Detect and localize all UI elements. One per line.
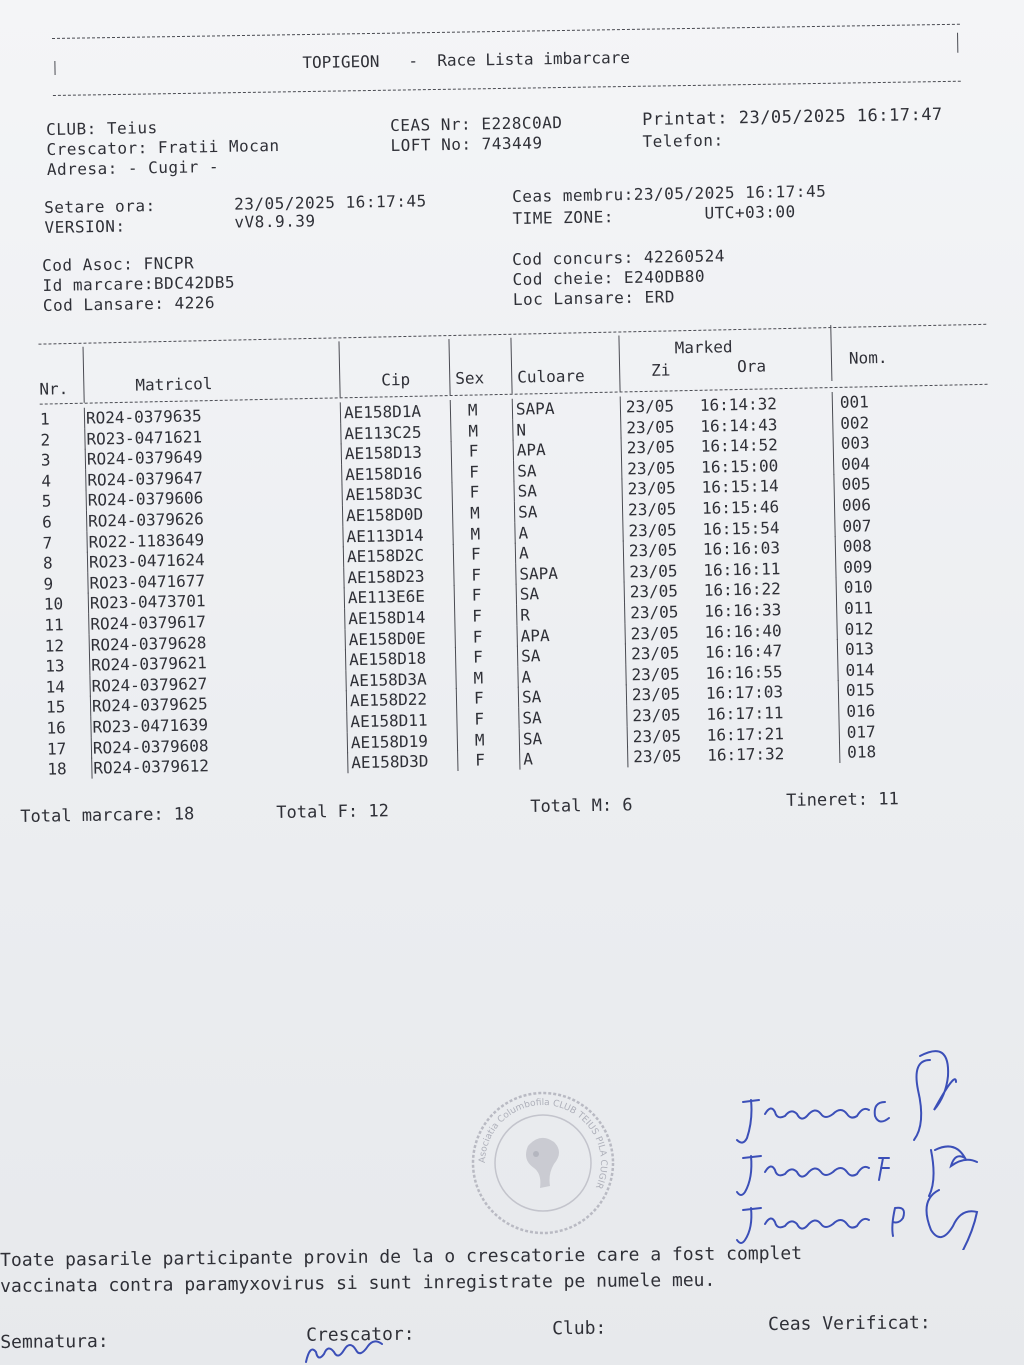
cell-nr: 7 xyxy=(42,533,53,553)
cell-cip: AE158D11 xyxy=(350,710,428,732)
ceas-membru-line: Ceas membru:23/05/2025 16:17:45 xyxy=(512,181,827,206)
col-divider xyxy=(342,505,343,526)
cell-culoare: APA xyxy=(516,440,546,460)
col-divider xyxy=(835,557,836,578)
col-divider xyxy=(833,454,834,475)
cell-sex: M xyxy=(470,524,481,544)
cell-nom: 017 xyxy=(846,721,876,742)
cell-cip: AE158D18 xyxy=(348,648,427,670)
col-divider xyxy=(833,474,834,495)
cell-ora: 16:15:14 xyxy=(701,476,779,498)
telefon-line: Telefon: xyxy=(642,130,724,151)
col-header-zi: Zi xyxy=(650,360,671,380)
col-divider xyxy=(623,561,624,582)
total-marcare: Total marcare: 18 xyxy=(20,804,195,827)
col-divider xyxy=(510,338,512,394)
club-stamp xyxy=(468,1088,618,1238)
col-divider xyxy=(451,462,452,483)
col-header-nom: Nom. xyxy=(848,347,888,368)
col-divider xyxy=(454,585,455,606)
cell-ora: 16:14:52 xyxy=(700,435,779,456)
cell-sex: M xyxy=(467,400,478,420)
col-divider xyxy=(836,598,837,619)
declaration-line-2: vaccinata contra paramyxovirus si sunt inregistrate pe numele meu. xyxy=(0,1269,716,1297)
ceas-nr-line: CEAS Nr: E228C0AD xyxy=(390,112,563,135)
col-divider xyxy=(620,396,621,417)
cell-nr: 14 xyxy=(45,676,66,697)
adresa-line: Adresa: - Cugir - xyxy=(46,156,220,179)
col-divider xyxy=(839,722,840,743)
cell-sex: F xyxy=(472,606,483,626)
col-divider xyxy=(833,433,834,454)
cell-nom: 016 xyxy=(846,701,876,721)
cell-culoare: A xyxy=(518,543,529,563)
col-divider xyxy=(518,687,519,708)
cell-nr: 12 xyxy=(44,635,65,656)
col-divider xyxy=(514,502,515,523)
cell-nr: 10 xyxy=(43,594,64,614)
col-divider xyxy=(450,400,451,421)
title-separator: - xyxy=(408,51,419,71)
col-divider xyxy=(618,335,620,391)
col-divider xyxy=(837,639,838,660)
col-divider xyxy=(344,588,345,609)
col-divider xyxy=(516,605,517,626)
cell-ora: 16:15:00 xyxy=(700,455,779,477)
cell-nr: 4 xyxy=(41,471,52,491)
cell-nom: 013 xyxy=(844,639,875,660)
club-line: CLUB: Teius xyxy=(46,118,158,139)
cell-ora: 16:14:32 xyxy=(699,394,778,415)
col-divider xyxy=(454,606,455,627)
col-divider xyxy=(624,602,625,623)
tineret: Tineret: 11 xyxy=(786,789,899,811)
cell-culoare: R xyxy=(520,605,531,625)
col-divider xyxy=(622,499,623,520)
cell-zi: 23/05 xyxy=(627,478,676,499)
cell-matricol: RO24-0379627 xyxy=(91,673,208,696)
col-divider xyxy=(518,708,519,729)
col-divider xyxy=(341,444,342,465)
cell-matricol: RO24-0379625 xyxy=(91,694,208,717)
cell-ora: 16:16:11 xyxy=(703,558,781,580)
cell-cip: AE158D22 xyxy=(349,689,428,711)
signature-labels xyxy=(0,1307,1024,1353)
col-divider xyxy=(837,660,838,681)
cell-culoare: SA xyxy=(520,646,541,666)
cell-cip: AE158D16 xyxy=(345,463,423,485)
cell-cip: AE158D2C xyxy=(346,545,425,567)
cell-nr: 16 xyxy=(46,718,66,738)
col-divider xyxy=(519,749,520,770)
col-divider xyxy=(340,402,341,423)
time-zone-label: TIME ZONE: xyxy=(512,207,615,228)
col-divider xyxy=(832,392,833,413)
cell-nom: 002 xyxy=(840,412,870,433)
col-divider xyxy=(838,680,839,701)
cell-cip: AE158D3D xyxy=(351,751,429,773)
col-divider xyxy=(347,732,348,753)
cell-nom: 005 xyxy=(841,474,871,495)
semnatura-label: Semnatura: xyxy=(0,1330,109,1353)
loft-no-line: LOFT No: 743449 xyxy=(390,133,543,155)
title-box xyxy=(52,24,961,96)
cell-cip: AE158D0D xyxy=(345,504,424,526)
cell-culoare: SA xyxy=(522,728,543,749)
crescator-line: Crescator: Fratii Mocan xyxy=(46,135,280,159)
col-divider xyxy=(347,752,348,773)
cell-zi: 23/05 xyxy=(629,561,678,582)
cell-ora: 16:17:32 xyxy=(707,744,785,765)
cell-zi: 23/05 xyxy=(631,664,680,685)
col-divider xyxy=(344,629,345,650)
cell-nom: 010 xyxy=(843,577,873,598)
cell-nr: 17 xyxy=(46,738,67,759)
cell-nr: 2 xyxy=(40,430,51,450)
cell-sex: F xyxy=(471,585,482,606)
cell-cip: AE158D13 xyxy=(344,442,423,464)
cell-matricol: RO24-0379617 xyxy=(90,612,207,634)
col-header-marked: Marked xyxy=(674,337,733,358)
cell-zi: 23/05 xyxy=(632,725,682,746)
declaration-line-1: Toate pasarile participante provin de la o crescatorie care a fost complet xyxy=(0,1243,803,1271)
cell-nr: 15 xyxy=(45,697,66,717)
cell-culoare: A xyxy=(521,667,532,687)
cell-matricol: RO24-0379621 xyxy=(91,653,207,675)
col-divider xyxy=(621,479,622,500)
col-header-ora: Ora xyxy=(736,356,767,377)
cell-ora: 16:17:03 xyxy=(705,682,784,704)
cell-nr: 1 xyxy=(39,409,50,429)
col-divider xyxy=(627,726,628,747)
document-title xyxy=(302,48,630,72)
printat-line: Printat: 23/05/2025 16:17:47 xyxy=(642,104,943,130)
col-divider xyxy=(624,582,625,603)
cell-matricol: RO24-0379647 xyxy=(87,468,204,490)
cell-zi: 23/05 xyxy=(630,622,680,643)
col-divider xyxy=(621,458,622,479)
cell-sex: F xyxy=(471,565,482,585)
col-divider xyxy=(620,417,621,438)
cell-nom: 009 xyxy=(843,557,873,577)
cell-zi: 23/05 xyxy=(630,643,680,664)
col-divider xyxy=(627,747,628,768)
cell-ora: 16:17:21 xyxy=(706,723,785,745)
col-divider xyxy=(512,419,513,440)
cell-zi: 23/05 xyxy=(633,746,682,767)
cell-zi: 23/05 xyxy=(629,581,679,602)
col-divider xyxy=(513,440,514,461)
cell-sex: F xyxy=(469,462,480,482)
cell-nom: 004 xyxy=(840,454,871,474)
cell-matricol: RO22-1183649 xyxy=(88,529,205,552)
cell-matricol: RO23-0471677 xyxy=(89,571,206,593)
col-divider xyxy=(338,341,340,397)
cell-culoare: SAPA xyxy=(519,563,559,584)
col-divider xyxy=(835,536,836,557)
cell-nom: 014 xyxy=(845,660,875,680)
cod-cheie-line: Cod cheie: E240DB80 xyxy=(512,266,706,289)
cod-concurs-line: Cod concurs: 42260524 xyxy=(512,246,726,269)
cell-culoare: A xyxy=(518,523,529,543)
cell-zi: 23/05 xyxy=(627,458,676,479)
cell-nr: 3 xyxy=(40,450,51,470)
col-divider xyxy=(346,691,347,712)
cell-nr: 11 xyxy=(44,615,64,635)
col-divider xyxy=(516,584,517,605)
version-value: vV8.9.39 xyxy=(234,211,316,232)
col-divider xyxy=(830,325,832,381)
cell-nr: 8 xyxy=(42,553,53,573)
cell-culoare: SA xyxy=(517,502,538,522)
cell-nom: 001 xyxy=(839,392,869,412)
cell-sex: M xyxy=(469,503,480,523)
col-divider xyxy=(346,711,347,732)
col-divider xyxy=(626,685,627,706)
col-divider xyxy=(513,481,514,502)
cell-culoare: N xyxy=(516,420,527,440)
cell-cip: AE113E6E xyxy=(347,587,426,608)
col-divider xyxy=(623,541,624,562)
cell-culoare: A xyxy=(523,749,534,769)
cell-cip: AE158D23 xyxy=(347,566,425,588)
col-divider xyxy=(514,522,515,543)
cell-nom: 007 xyxy=(842,515,872,536)
cell-sex: M xyxy=(468,421,479,441)
cell-ora: 16:16:40 xyxy=(704,620,782,642)
col-divider xyxy=(832,413,833,434)
cell-nom: 018 xyxy=(846,742,877,762)
col-divider xyxy=(453,565,454,586)
col-divider xyxy=(839,742,840,763)
col-divider xyxy=(624,623,625,644)
cell-cip: AE158D3C xyxy=(345,484,423,505)
col-divider xyxy=(513,461,514,482)
col-divider xyxy=(456,709,457,730)
cell-culoare: SA xyxy=(522,708,542,728)
cell-cip: AE158D14 xyxy=(348,607,426,629)
col-header-culoare: Culoare xyxy=(517,366,585,387)
cell-ora: 16:15:46 xyxy=(701,497,780,518)
cell-zi: 23/05 xyxy=(626,437,676,458)
cell-sex: F xyxy=(470,544,481,564)
col-header-cip: Cip xyxy=(381,369,411,390)
cod-lansare-line: Cod Lansare: 4226 xyxy=(42,292,216,315)
cell-nr: 18 xyxy=(47,759,67,779)
total-m: Total M: 6 xyxy=(530,795,633,817)
id-marcare-line: Id marcare:BDC42DB5 xyxy=(42,272,236,295)
cell-nr: 6 xyxy=(41,512,53,532)
col-divider xyxy=(345,670,346,691)
col-divider xyxy=(448,339,450,395)
col-divider xyxy=(834,495,835,516)
col-divider xyxy=(515,564,516,585)
cell-cip: AE158D3A xyxy=(349,669,427,691)
cell-sex: M xyxy=(473,668,484,688)
cell-ora: 16:17:11 xyxy=(706,703,784,724)
col-header-sex: Sex xyxy=(455,368,485,388)
cell-zi: 23/05 xyxy=(628,519,677,540)
col-divider xyxy=(341,464,342,485)
club-label: Club: xyxy=(552,1317,607,1340)
cell-culoare: SA xyxy=(519,584,540,605)
col-divider xyxy=(451,441,452,462)
title-box-left-edge xyxy=(54,61,55,75)
cell-matricol: RO24-0379628 xyxy=(90,632,207,655)
cell-matricol: RO24-0379608 xyxy=(92,735,209,758)
col-divider xyxy=(515,543,516,564)
cell-matricol: RO23-0471624 xyxy=(88,550,205,572)
cell-ora: 16:16:22 xyxy=(703,579,782,601)
handwritten-signatures xyxy=(735,1040,1005,1250)
col-divider xyxy=(512,399,513,420)
cell-nom: 006 xyxy=(841,495,872,515)
col-divider xyxy=(344,608,345,629)
cell-ora: 16:16:47 xyxy=(704,641,783,662)
race-table xyxy=(22,301,1012,791)
col-header-matricol: Matricol xyxy=(135,374,213,395)
cell-nr: 9 xyxy=(43,574,54,594)
cell-sex: F xyxy=(472,627,483,647)
col-divider xyxy=(452,524,453,545)
doc-title: Race Lista imbarcare xyxy=(437,47,631,70)
col-divider xyxy=(83,347,85,403)
cell-ora: 16:15:54 xyxy=(702,517,780,539)
cell-matricol: RO23-0471621 xyxy=(86,426,203,449)
cell-matricol: RO24-0379606 xyxy=(87,488,204,511)
loc-lansare-line: Loc Lansare: ERD xyxy=(512,287,676,309)
col-divider xyxy=(342,526,343,547)
col-divider xyxy=(622,520,623,541)
col-divider xyxy=(340,423,341,444)
col-divider xyxy=(343,567,344,588)
cell-cip: AE158D19 xyxy=(350,731,429,752)
cell-zi: 23/05 xyxy=(631,684,681,705)
total-f: Total F: 12 xyxy=(276,801,390,823)
svg-text:Asociatia Columbofila CLUB TEI: Asociatia Columbofila CLUB TEIUS PILA CUGIR xyxy=(477,1097,609,1191)
cell-ora: 16:16:55 xyxy=(705,661,783,683)
col-divider xyxy=(454,627,455,648)
app-name: TOPIGEON xyxy=(302,51,380,73)
cell-culoare: APA xyxy=(520,625,550,646)
cell-matricol: RO24-0379626 xyxy=(87,509,204,531)
cell-sex: F xyxy=(472,647,483,667)
col-divider xyxy=(834,516,835,537)
cell-cip: AE158D0E xyxy=(348,628,426,649)
col-divider xyxy=(453,544,454,565)
col-divider xyxy=(621,438,622,459)
cell-nom: 003 xyxy=(840,433,870,454)
cell-culoare: SA xyxy=(521,687,542,708)
cell-culoare: SAPA xyxy=(515,398,555,419)
time-zone-value: UTC+03:00 xyxy=(704,202,796,223)
cell-nom: 008 xyxy=(842,536,872,557)
col-divider xyxy=(452,503,453,524)
cell-matricol: RO23-0471639 xyxy=(92,715,209,737)
cell-matricol: RO23-0473701 xyxy=(89,591,206,614)
cell-cip: AE158D1A xyxy=(343,401,422,423)
crescator-label: Crescator: xyxy=(306,1323,415,1346)
title-box-right-edge xyxy=(957,33,958,53)
col-divider xyxy=(517,666,518,687)
cell-cip: AE113C25 xyxy=(344,422,422,443)
cell-sex: F xyxy=(473,688,484,709)
col-divider xyxy=(838,701,839,722)
col-divider xyxy=(625,664,626,685)
cod-asoc-line: Cod Asoc: FNCPR xyxy=(42,253,195,275)
col-divider xyxy=(455,647,456,668)
col-divider xyxy=(625,644,626,665)
col-divider xyxy=(345,649,346,670)
col-divider xyxy=(456,688,457,709)
col-divider xyxy=(836,619,837,640)
cell-nr: 5 xyxy=(41,491,52,512)
cell-cip: AE113D14 xyxy=(346,525,424,546)
col-divider xyxy=(343,546,344,567)
cell-sex: F xyxy=(468,441,479,461)
col-divider xyxy=(457,750,458,771)
cell-matricol: RO24-0379612 xyxy=(93,756,210,778)
cell-sex: F xyxy=(474,709,485,729)
cell-matricol: RO24-0379649 xyxy=(86,447,203,469)
col-header-nr: Nr. xyxy=(39,379,69,399)
col-divider xyxy=(341,485,342,506)
cell-nom: 015 xyxy=(845,680,876,701)
setare-ora-value: 23/05/2025 16:17:45 xyxy=(233,191,427,214)
cell-sex: M xyxy=(474,730,485,750)
col-divider xyxy=(450,421,451,442)
cell-zi: 23/05 xyxy=(625,396,675,417)
cell-zi: 23/05 xyxy=(628,540,678,561)
cell-culoare: SA xyxy=(517,481,538,502)
cell-nom: 012 xyxy=(844,618,874,639)
cell-culoare: SA xyxy=(517,461,537,481)
cell-sex: F xyxy=(475,750,486,770)
cell-ora: 16:16:03 xyxy=(702,538,781,559)
col-divider xyxy=(519,728,520,749)
cell-zi: 23/05 xyxy=(626,416,675,437)
cell-nr: 13 xyxy=(45,656,65,676)
cell-ora: 16:14:43 xyxy=(700,414,778,436)
cell-matricol: RO24-0379635 xyxy=(85,406,202,428)
cell-zi: 23/05 xyxy=(630,602,679,623)
col-divider xyxy=(451,482,452,503)
table-top-rule xyxy=(38,324,986,345)
cell-nom: 011 xyxy=(843,598,874,618)
version-label: VERSION: xyxy=(44,216,126,237)
setare-ora-label: Setare ora: xyxy=(44,196,156,217)
col-divider xyxy=(626,705,627,726)
col-divider xyxy=(455,668,456,689)
cell-sex: F xyxy=(469,482,480,503)
cell-ora: 16:16:33 xyxy=(704,600,782,621)
col-divider xyxy=(516,625,517,646)
col-divider xyxy=(836,577,837,598)
col-divider xyxy=(457,730,458,751)
col-divider xyxy=(517,646,518,667)
cell-zi: 23/05 xyxy=(632,705,681,726)
ceas-verificat-label: Ceas Verificat: xyxy=(767,1312,931,1335)
cell-zi: 23/05 xyxy=(627,499,677,520)
